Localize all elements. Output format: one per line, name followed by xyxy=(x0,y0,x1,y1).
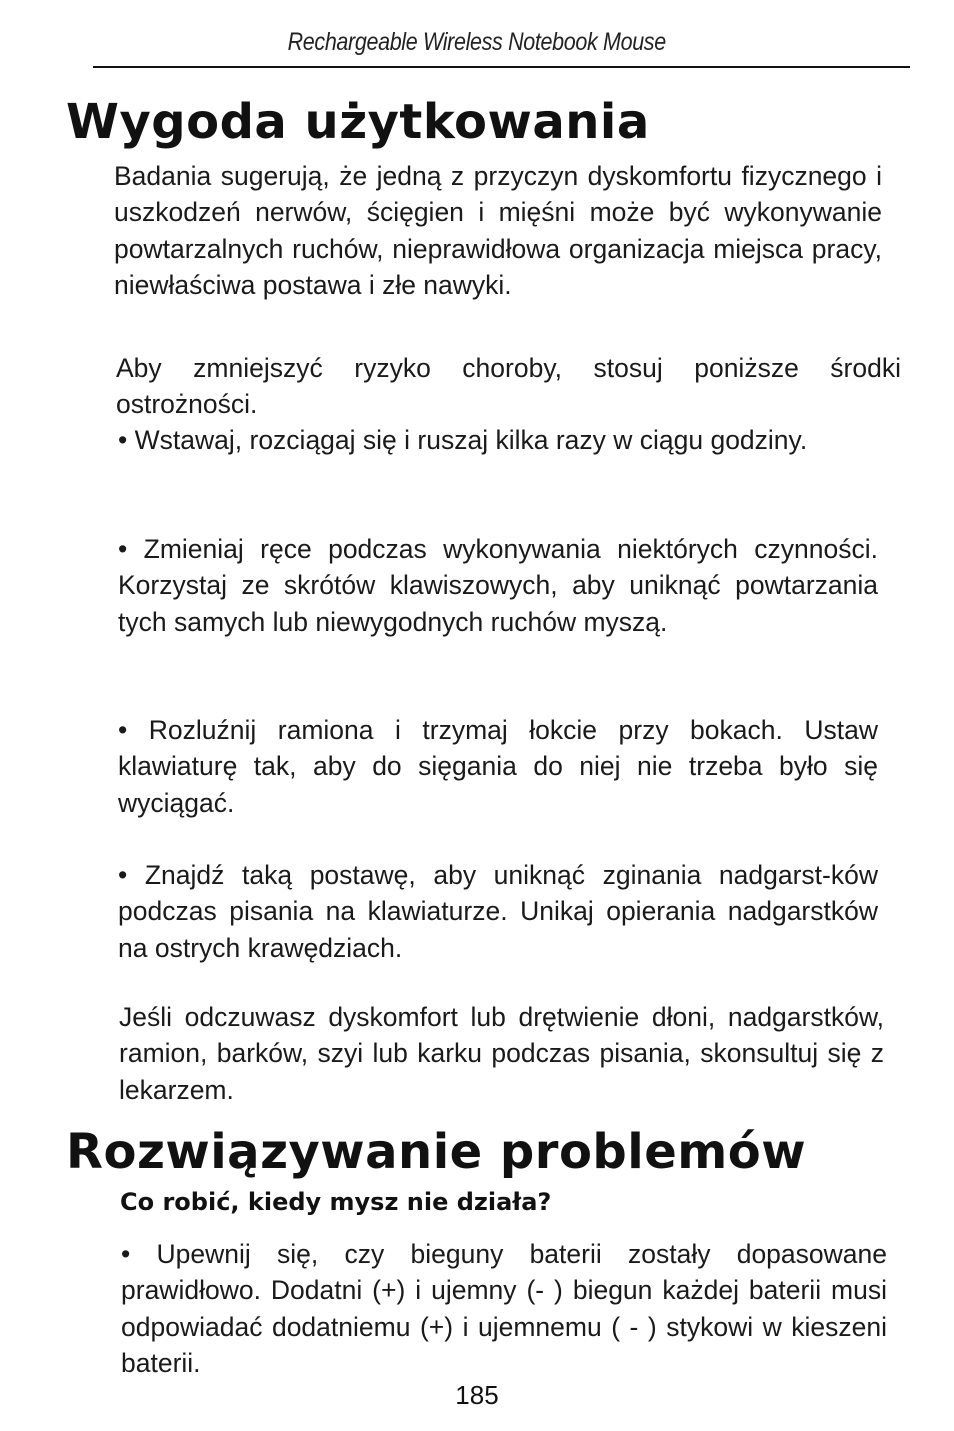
paragraph-consult-doctor: Jeśli odczuwasz dyskomfort lub drętwienie dłoni, nadgarstków, ramion, barków, szyi lub karku podczas pisania, skonsultuj się z lekarzem. xyxy=(119,1002,884,1105)
section-heading-ergonomics: Wygoda użytkowania xyxy=(66,94,650,150)
header-divider xyxy=(93,66,910,68)
bullet-wrist-posture: • Znajdź taką postawę, aby uniknąć zginania nadgarst-ków podczas pisania na klawiaturze. Unikaj opierania nadgarstków na ostrych krawędziach. xyxy=(118,860,878,963)
running-header-title: Rechargeable Wireless Notebook Mouse xyxy=(287,28,666,56)
paragraph-intro: Badania sugerują, że jedną z przyczyn dyskomfortu fizycznego i uszkodzeń nerwów, ścięgien i mięśni może być wykonywanie powtarzalnych ruchów, nieprawidłowa organizacja miejsca pracy, niewłaściwa postawa i złe nawyki. xyxy=(114,161,882,300)
bullet-battery-polarity: • Upewnij się, czy bieguny baterii zostały dopasowane prawidłowo. Dodatni (+) i ujemny (- ) biegun każdej baterii musi odpowiadać dodatniemu (+) i ujemnemu ( - ) stykowi w kieszeni baterii. xyxy=(121,1239,887,1378)
bullet-switch-hands: • Zmieniaj ręce podczas wykonywania niektórych czynności. Korzystaj ze skrótów klawiszowych, aby uniknąć powtarzania tych samych lub niewygodnych ruchów myszą. xyxy=(118,534,878,637)
paragraph-precautions: Aby zmniejszyć ryzyko choroby, stosuj poniższe środki ostrożności. xyxy=(116,353,901,420)
bullet-stand-up: • Wstawaj, rozciągaj się i ruszaj kilka razy w ciągu godziny. xyxy=(118,425,808,455)
question-heading: Co robić, kiedy mysz nie działa? xyxy=(120,1188,552,1216)
bullet-relax-shoulders: • Rozluźnij ramiona i trzymaj łokcie przy bokach. Ustaw klawiaturę tak, aby do sięgania do niej nie trzeba było się wyciągać. xyxy=(118,715,878,818)
section-heading-troubleshooting: Rozwiązywanie problemów xyxy=(66,1124,807,1180)
page-number: 185 xyxy=(455,1380,499,1410)
